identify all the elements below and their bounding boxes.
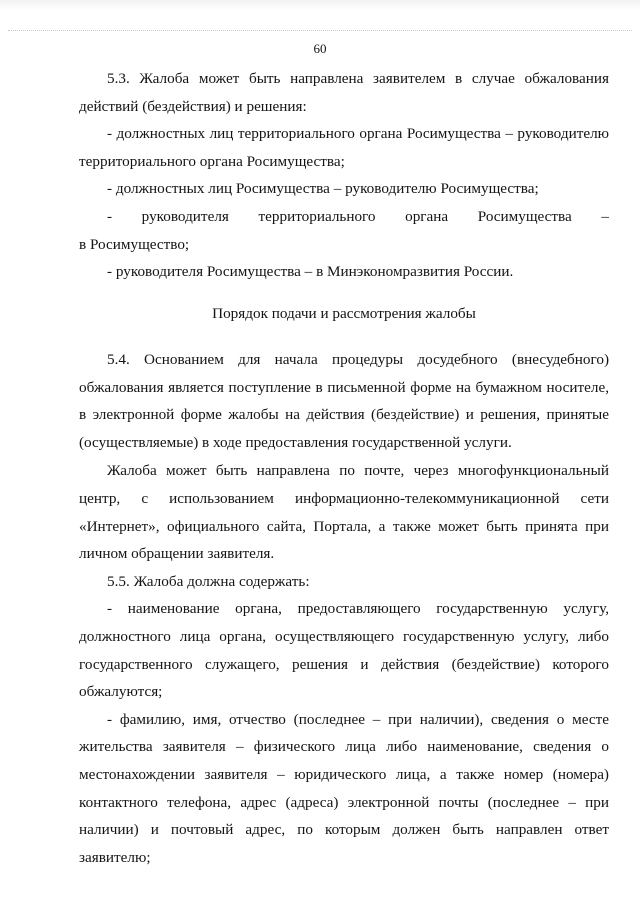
list-item-5-3-3-line1 xyxy=(79,203,609,231)
word: территориального xyxy=(258,207,376,225)
scan-artifact-line xyxy=(8,30,632,32)
list-item-5-3-2: - должностных лиц Росимущества – руководителю Росимущества; xyxy=(107,180,539,198)
page-number: 60 xyxy=(313,41,327,56)
word: руководителя xyxy=(141,207,229,225)
word: - xyxy=(107,207,113,225)
list-item-5-3-1: - должностных лиц территориального органа Росимущества – руководителю территориального органа Росимущества; xyxy=(79,125,609,170)
list-item-5-5-1: - наименование органа, предоставляющего государственную услугу, должностного лица органа, осуществляющего государственную услугу, либо государственного служащего, решения и действия (бездействие) которого обжалуются; xyxy=(79,600,609,701)
paragraph-5-4-b: Жалоба может быть направлена по почте, через многофункциональный центр, с использованием информационно-телекоммуникационной сети «Интернет», официального сайта, Портала, а также может быть принята при личном обращении заявителя. xyxy=(79,462,609,563)
word: – xyxy=(601,207,609,225)
section-5-3 xyxy=(79,65,609,286)
list-item-5-3-3-line2: в Росимущество; xyxy=(79,235,190,253)
paragraph-5-3-intro: 5.3. Жалоба может быть направлена заявителем в случае обжалования действий (бездействия) и решения: xyxy=(79,70,609,115)
section-heading: Порядок подачи и рассмотрения жалобы xyxy=(212,305,476,322)
list-item-5-3-4: - руководителя Росимущества – в Минэкономразвития России. xyxy=(107,263,514,281)
scan-edge xyxy=(0,0,640,10)
list-item-5-5-2: - фамилию, имя, отчество (последнее – при наличии), сведения о месте жительства заявителя – физического лица либо наименование, сведения о местонахождении заявителя – юридического лица, а также номер (номера) контактного телефона, адрес (адреса) электронной почты (последнее – при наличии) и почтовый адрес, по которым должен быть направлен ответ заявителю; xyxy=(79,710,609,866)
paragraph-5-5-intro: 5.5. Жалоба должна содержать: xyxy=(107,572,310,590)
word: Росимущества xyxy=(477,207,572,225)
word: органа xyxy=(405,207,449,225)
section-heading-wrap xyxy=(79,300,609,328)
section-5-4-5-5 xyxy=(79,346,609,871)
paragraph-5-4: 5.4. Основанием для начала процедуры досудебного (внесудебного) обжалования является поступление в письменной форме на бумажном носителе, в электронной форме жалобы на действия (бездействие) и решения, принятые (осуществляемые) в ходе предоставления государственной услуги. xyxy=(79,351,609,451)
